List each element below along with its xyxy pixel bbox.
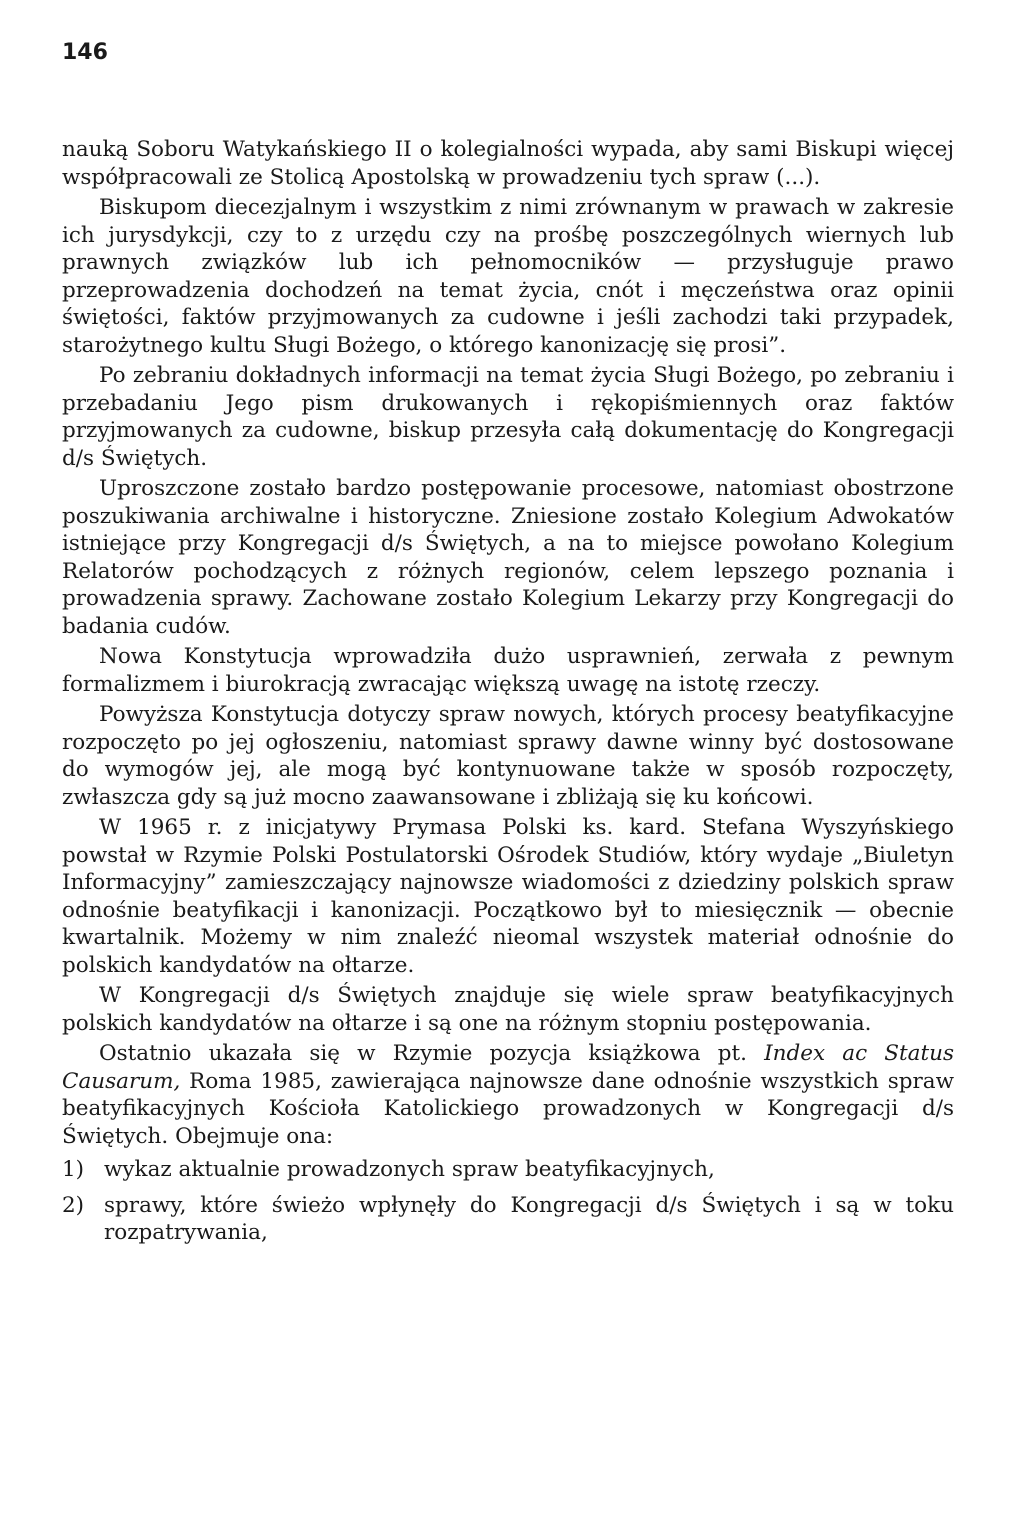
paragraph-2: Biskupom diecezjalnym i wszystkim z nimi zrównanym w prawach w zakresie ich jurysdykcji, czy to z urzędu czy na prośbę poszczególnych wiernych lub prawnych związków lub ich pełnomocników — przysługuje prawo przeprowadzenia dochodzeń na temat życia, cnót i męczeństwa oraz opinii świętości, faktów przyjmowanych za cudowne i jeśli zachodzi taki przypadek, starożytnego kultu Sługi Bożego, o którego kanonizację się prosi”. [62, 195, 954, 358]
page-body [62, 136, 954, 1247]
list-marker: 2) [62, 1192, 85, 1218]
paragraph-8: W Kongregacji d/s Świętych znajduje się wiele spraw beatyfikacyjnych polskich kandydatów na ołtarze i są one na różnym stopniu postępowania. [62, 983, 954, 1036]
paragraph-1: nauką Soboru Watykańskiego II o kolegialności wypada, aby sami Biskupi więcej współpracowali ze Stolicą Apostolską w prowadzeniu tych spraw (...). [62, 137, 954, 190]
paragraph-3: Po zebraniu dokładnych informacji na temat życia Sługi Bożego, po zebraniu i przebadaniu Jego pism drukowanych i rękopiśmiennych oraz faktów przyjmowanych za cudowne, biskup przesyła całą dokumentację do Kongregacji d/s Świętych. [62, 363, 954, 471]
list-item [62, 1192, 954, 1247]
paragraph-7: W 1965 r. z inicjatywy Prymasa Polski ks. kard. Stefana Wyszyńskiego powstał w Rzymie Polski Postulatorski Ośrodek Studiów, który wydaje „Biuletyn Informacyjny” zamieszczający najnowsze wiadomości z dziedziny polskich spraw odnośnie beatyfikacji i kanonizacji. Początkowo był to miesięcznik — obecnie kwartalnik. Możemy w nim znaleźć nieomal wszystek materiał odnośnie do polskich kandydatów na ołtarze. [62, 815, 954, 978]
paragraph-9-end: Roma 1985, zawierająca najnowsze dane odnośnie wszystkich spraw beatyfikacyjnych Kościoła Katolickiego prowadzonych w Kongregacji d/s Świętych. Obejmuje ona: [62, 1068, 954, 1149]
list-marker: 1) [62, 1157, 85, 1182]
paragraph-9 [62, 1040, 954, 1150]
contents-list [62, 1156, 954, 1247]
list-item-text: sprawy, które świeżo wpłynęły do Kongregacji d/s Świętych i są w toku rozpatrywania, [104, 1192, 954, 1245]
book-page [62, 40, 954, 1510]
paragraph-9-start: Ostatnio ukazała się w Rzymie pozycja książkowa pt. [99, 1041, 765, 1066]
paragraph-4: Uproszczone zostało bardzo postępowanie procesowe, natomiast obostrzone poszukiwania archiwalne i historyczne. Zniesione zostało Kolegium Adwokatów istniejące przy Kongregacji d/s Świętych, a na to miejsce powołano Kolegium Relatorów pochodzących z różnych regionów, celem lepszego poznania i prowadzenia sprawy. Zachowane zostało Kolegium Lekarzy przy Kongregacji do badania cudów. [62, 476, 954, 639]
page-number: 146 [62, 40, 108, 65]
list-item-text: wykaz aktualnie prowadzonych spraw beatyfikacyjnych, [104, 1157, 715, 1182]
list-item [62, 1156, 954, 1184]
paragraph-6: Powyższa Konstytucja dotyczy spraw nowych, których procesy beatyfikacyjne rozpoczęto po jej ogłoszeniu, natomiast sprawy dawne winny być dostosowane do wymogów jej, ale mogą być kontynuowane także w sposób rozpoczęty, zwłaszcza gdy są już mocno zaawansowane i zbliżają się ku końcowi. [62, 702, 954, 810]
book-title: Index ac Status Causarum, [62, 1041, 954, 1094]
paragraph-5: Nowa Konstytucja wprowadziła dużo usprawnień, zerwała z pewnym formalizmem i biurokracją zwracając większą uwagę na istotę rzeczy. [62, 644, 954, 697]
